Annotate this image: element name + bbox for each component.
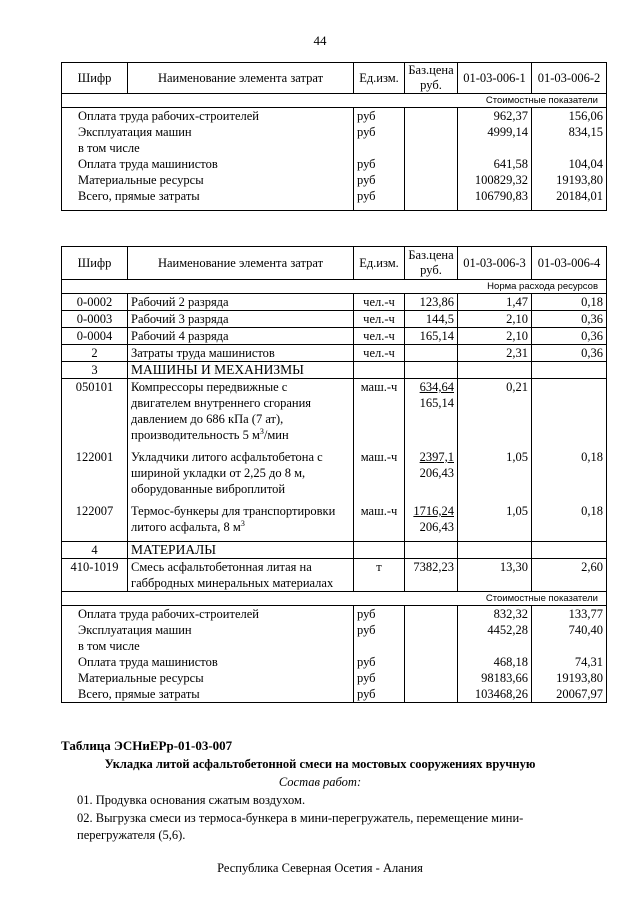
cost-value: 468,18 <box>458 654 532 670</box>
machine-unit: маш.-ч <box>354 503 405 542</box>
section-label: Стоимостные показатели <box>62 592 607 606</box>
empty-cell <box>458 362 532 379</box>
cost-price <box>405 108 458 125</box>
machine-price <box>405 449 458 503</box>
cost-name: в том числе <box>62 140 354 156</box>
cost-name: Всего, прямые затраты <box>62 188 354 211</box>
material-value: 13,30 <box>458 559 532 592</box>
resource-label: Норма расхода ресурсов <box>62 280 607 294</box>
empty-cell <box>354 362 405 379</box>
resource-row <box>62 294 607 311</box>
machine-value: 1,05 <box>458 503 532 542</box>
cost-row <box>62 670 607 686</box>
resource-table-2 <box>61 246 607 703</box>
resource-price: 165,14 <box>405 328 458 345</box>
cost-row <box>62 108 607 125</box>
cost-row <box>62 654 607 670</box>
machine-unit: маш.-ч <box>354 449 405 503</box>
machine-name-text: Термос-бункеры для транспортировки литого асфальта, 8 м <box>131 504 336 534</box>
cost-value <box>532 638 607 654</box>
machine-name-text: Компрессоры передвижные с двигателем внутреннего сгорания давлением до 686 кПа (7 ат), производительность 5 м <box>131 380 312 442</box>
cost-price <box>405 156 458 172</box>
cost-name: Эксплуатация машин <box>62 622 354 638</box>
resource-code: 0-0004 <box>62 328 128 345</box>
resource-value: 0,36 <box>532 328 607 345</box>
cost-unit: руб <box>354 188 405 211</box>
composition-title: Состав работ: <box>278 775 362 789</box>
cost-name: Оплата труда машинистов <box>62 654 354 670</box>
resource-unit: чел.-ч <box>354 345 405 362</box>
header-col-2: 01-03-006-2 <box>532 63 607 94</box>
header-code: Шифр <box>62 247 128 280</box>
cost-name: Материальные ресурсы <box>62 670 354 686</box>
resource-row <box>62 345 607 362</box>
cost-row <box>62 686 607 703</box>
cost-price <box>405 670 458 686</box>
cost-name: Оплата труда рабочих-строителей <box>62 108 354 125</box>
cost-value: 104,04 <box>532 156 607 172</box>
cost-value <box>532 140 607 156</box>
machines-heading-row <box>62 362 607 379</box>
machine-code: 050101 <box>62 379 128 450</box>
cost-unit: руб <box>354 654 405 670</box>
machine-value: 0,18 <box>532 449 607 503</box>
cost-row <box>62 188 607 211</box>
cost-value: 103468,26 <box>458 686 532 703</box>
resource-name: Рабочий 2 разряда <box>128 294 354 311</box>
cost-value: 20067,97 <box>532 686 607 703</box>
section-code: 3 <box>62 362 128 379</box>
machine-operator-price: 206,43 <box>419 520 454 534</box>
machine-operator-price: 206,43 <box>419 466 454 480</box>
resource-name: Рабочий 4 разряда <box>128 328 354 345</box>
empty-cell <box>532 542 607 559</box>
resource-value: 0,18 <box>532 294 607 311</box>
cost-value: 4452,28 <box>458 622 532 638</box>
header-col-1: 01-03-006-1 <box>458 63 532 94</box>
cost-value: 4999,14 <box>458 124 532 140</box>
section-row <box>62 592 607 606</box>
machine-value: 1,05 <box>458 449 532 503</box>
cost-price <box>405 188 458 211</box>
header-code: Шифр <box>62 63 128 94</box>
section-title: МАТЕРИАЛЫ <box>128 542 354 559</box>
materials-heading-row <box>62 542 607 559</box>
resource-value: 0,36 <box>532 311 607 328</box>
cost-value: 740,40 <box>532 622 607 638</box>
machine-operator-price: 165,14 <box>419 396 454 410</box>
cost-name: Оплата труда машинистов <box>62 156 354 172</box>
cost-unit: руб <box>354 172 405 188</box>
cost-unit: руб <box>354 124 405 140</box>
cost-unit: руб <box>354 670 405 686</box>
cost-row <box>62 140 607 156</box>
material-name: Смесь асфальтобетонная литая на габбродных минеральных материалах <box>128 559 354 592</box>
resource-price: 144,5 <box>405 311 458 328</box>
machine-name <box>128 503 354 542</box>
machine-price-value: 1716,24 <box>413 504 454 518</box>
cost-value: 832,32 <box>458 606 532 623</box>
cost-value: 100829,32 <box>458 172 532 188</box>
cost-value: 834,15 <box>532 124 607 140</box>
cost-value: 19193,80 <box>532 172 607 188</box>
cost-value: 133,77 <box>532 606 607 623</box>
cost-name: Всего, прямые затраты <box>62 686 354 703</box>
cost-value: 106790,83 <box>458 188 532 211</box>
machine-price-value: 634,64 <box>419 380 454 394</box>
cost-price <box>405 654 458 670</box>
cost-price <box>405 140 458 156</box>
section-label: Стоимостные показатели <box>62 94 607 108</box>
cost-unit: руб <box>354 606 405 623</box>
cost-row <box>62 622 607 638</box>
resource-name: Затраты труда машинистов <box>128 345 354 362</box>
cost-row <box>62 156 607 172</box>
machine-value <box>532 379 607 450</box>
resource-row <box>62 311 607 328</box>
cost-value: 74,31 <box>532 654 607 670</box>
resource-unit: чел.-ч <box>354 311 405 328</box>
header-col-3: 01-03-006-3 <box>458 247 532 280</box>
machine-row <box>62 449 607 503</box>
section-row <box>62 94 607 108</box>
cost-value <box>458 140 532 156</box>
empty-cell <box>405 542 458 559</box>
cost-unit: руб <box>354 686 405 703</box>
cost-value: 19193,80 <box>532 670 607 686</box>
cost-name: в том числе <box>62 638 354 654</box>
resource-value: 2,10 <box>458 311 532 328</box>
material-value: 2,60 <box>532 559 607 592</box>
resource-price: 123,86 <box>405 294 458 311</box>
cost-value: 641,58 <box>458 156 532 172</box>
material-row <box>62 559 607 592</box>
cost-name: Эксплуатация машин <box>62 124 354 140</box>
page-number: 44 <box>313 33 327 48</box>
resource-unit: чел.-ч <box>354 328 405 345</box>
section-title: МАШИНЫ И МЕХАНИЗМЫ <box>128 362 354 379</box>
cost-unit: руб <box>354 622 405 638</box>
cost-price <box>405 172 458 188</box>
cost-price <box>405 686 458 703</box>
resource-value: 2,31 <box>458 345 532 362</box>
cost-value: 962,37 <box>458 108 532 125</box>
cost-row <box>62 124 607 140</box>
material-price: 7382,23 <box>405 559 458 592</box>
resource-name: Рабочий 3 разряда <box>128 311 354 328</box>
cost-unit: руб <box>354 108 405 125</box>
cost-name: Материальные ресурсы <box>62 172 354 188</box>
resource-value: 0,36 <box>532 345 607 362</box>
table-label: Таблица ЭСНиЕРр-01-03-007 <box>61 738 233 753</box>
machine-unit: маш.-ч <box>354 379 405 450</box>
cost-value: 20184,01 <box>532 188 607 211</box>
resource-value: 2,10 <box>458 328 532 345</box>
work-item-1: 01. Продувка основания сжатым воздухом. <box>77 793 306 807</box>
cost-price <box>405 124 458 140</box>
cost-row <box>62 172 607 188</box>
machine-code: 122001 <box>62 449 128 503</box>
cost-price <box>405 606 458 623</box>
cost-value: 156,06 <box>532 108 607 125</box>
cost-value: 98183,66 <box>458 670 532 686</box>
header-unit: Ед.изм. <box>354 63 405 94</box>
resource-code: 0-0003 <box>62 311 128 328</box>
cost-value <box>458 638 532 654</box>
machine-value: 0,21 <box>458 379 532 450</box>
resource-value: 1,47 <box>458 294 532 311</box>
footer: Республика Северная Осетия - Алания <box>217 861 423 875</box>
machine-name <box>128 379 354 450</box>
header-base-price: Баз.цена руб. <box>405 63 458 94</box>
cost-row <box>62 606 607 623</box>
cost-table-1 <box>61 62 607 211</box>
header-name: Наименование элемента затрат <box>128 63 354 94</box>
work-item-2: 02. Выгрузка смеси из термоса-бункера в мини-перегружатель, перемещение мини-перегружателя (5,6). <box>77 811 524 842</box>
empty-cell <box>532 362 607 379</box>
header-base-price: Баз.цена руб. <box>405 247 458 280</box>
cost-unit: руб <box>354 156 405 172</box>
machine-value: 0,18 <box>532 503 607 542</box>
resource-unit: чел.-ч <box>354 294 405 311</box>
cost-price <box>405 622 458 638</box>
cost-name: Оплата труда рабочих-строителей <box>62 606 354 623</box>
header-name: Наименование элемента затрат <box>128 247 354 280</box>
machine-price-value: 2397,1 <box>419 450 454 464</box>
machine-price <box>405 503 458 542</box>
empty-cell <box>405 362 458 379</box>
machine-name-sup: 3 <box>259 426 264 436</box>
cost-unit <box>354 638 405 654</box>
section-code: 4 <box>62 542 128 559</box>
header-unit: Ед.изм. <box>354 247 405 280</box>
resource-code: 2 <box>62 345 128 362</box>
header-col-4: 01-03-006-4 <box>532 247 607 280</box>
empty-cell <box>354 542 405 559</box>
machine-code: 122007 <box>62 503 128 542</box>
machine-row <box>62 503 607 542</box>
machine-name-text: Укладчики литого асфальтобетона с шириной укладки от 2,25 до 8 м, оборудованные виброплитой <box>131 450 323 496</box>
machine-price <box>405 379 458 450</box>
cost-unit <box>354 140 405 156</box>
machine-name-suffix: /мин <box>263 428 289 442</box>
cost-price <box>405 638 458 654</box>
resource-price <box>405 345 458 362</box>
table-subtitle: Укладка литой асфальтобетонной смеси на мостовых сооружениях вручную <box>104 757 536 771</box>
machine-name-sup: 3 <box>240 518 245 528</box>
material-code: 410-1019 <box>62 559 128 592</box>
resource-code: 0-0002 <box>62 294 128 311</box>
resource-label-row <box>62 280 607 294</box>
machine-row <box>62 379 607 450</box>
resource-row <box>62 328 607 345</box>
machine-name <box>128 449 354 503</box>
empty-cell <box>458 542 532 559</box>
cost-row <box>62 638 607 654</box>
material-unit: т <box>354 559 405 592</box>
